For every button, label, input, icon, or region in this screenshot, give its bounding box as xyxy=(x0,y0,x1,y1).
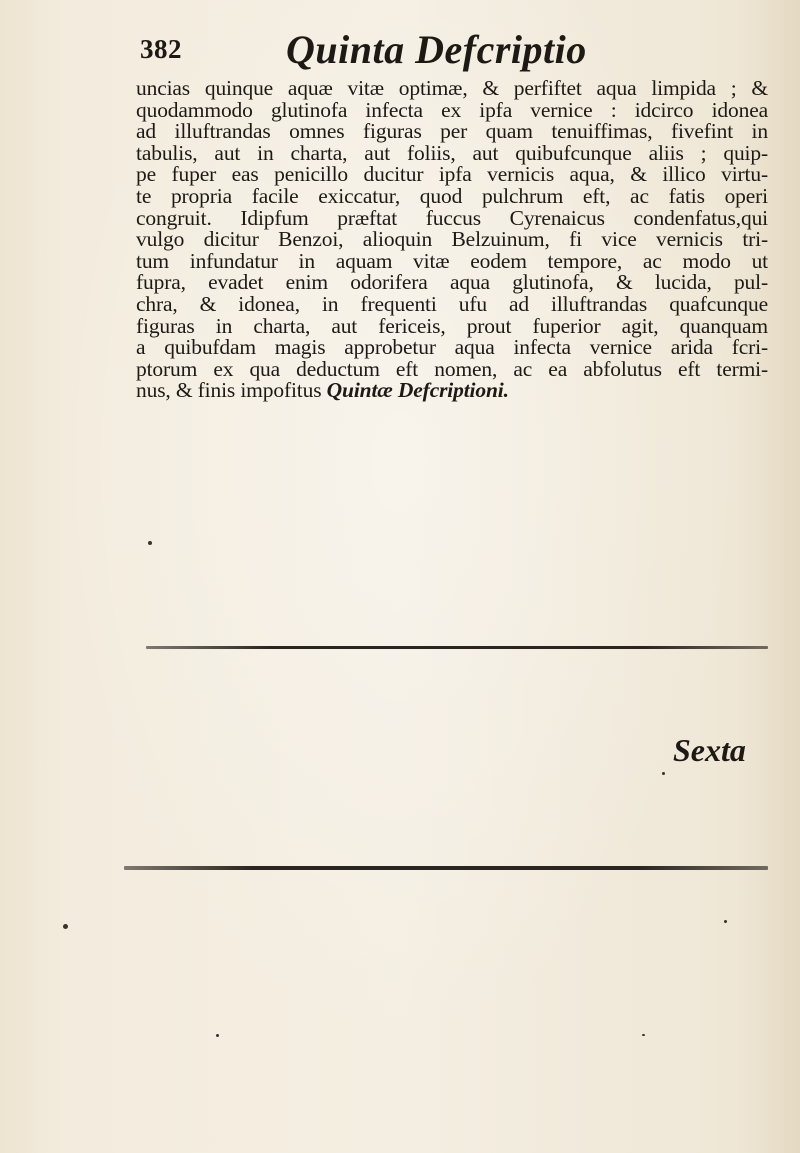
body-paragraph xyxy=(136,78,768,402)
horizontal-rule-upper xyxy=(146,646,768,649)
text-line-last xyxy=(136,380,768,402)
horizontal-rule-lower xyxy=(124,866,768,870)
text-line: congruit. Idipfum præftat fuccus Cyrenaicus condenfatus,qui xyxy=(136,205,768,230)
closing-reference: Quintæ Defcriptioni. xyxy=(326,378,509,403)
text-line: quodammodo glutinofa infecta ex ipfa vernice : idcirco idonea xyxy=(136,97,768,122)
ink-speck xyxy=(216,1034,219,1037)
text-line: figuras in charta, aut fericeis, prout fuperior agit, quanquam xyxy=(136,313,768,338)
text-line: te propria facile exiccatur, quod pulchrum eft, ac fatis operi xyxy=(136,183,768,208)
text-line: ad illuftrandas omnes figuras per quam tenuiffimas, fivefint in xyxy=(136,119,768,144)
ink-speck xyxy=(63,924,68,929)
text-line: chra, & idonea, in frequenti ufu ad illuftrandas quafcunque xyxy=(136,291,768,316)
text-line: pe fuper eas penicillo ducitur ipfa vernicis aqua, & illico virtu- xyxy=(136,162,768,187)
text-line: ptorum ex qua deductum eft nomen, ac ea abfolutus eft termi- xyxy=(136,356,768,381)
text-line: tabulis, aut in charta, aut foliis, aut quibufcunque aliis ; quip- xyxy=(136,140,768,165)
ink-speck xyxy=(642,1034,645,1036)
ink-speck xyxy=(148,541,152,545)
text-line: tum infundatur in aquam vitæ eodem tempore, ac modo ut xyxy=(136,248,768,273)
ink-speck xyxy=(662,772,665,775)
text-line-final: nus, & finis impofitus xyxy=(136,378,322,403)
text-line: vulgo dicitur Benzoi, alioquin Belzuinum, fi vice vernicis tri- xyxy=(136,227,768,252)
page-number: 382 xyxy=(140,34,182,64)
ink-speck xyxy=(724,920,727,923)
text-line: a quibufdam magis approbetur aqua infecta vernice arida fcri- xyxy=(136,335,768,360)
running-head: Quinta Defcriptio xyxy=(286,27,587,72)
text-line: fupra, evadet enim odorifera aqua glutinofa, & lucida, pul- xyxy=(136,270,768,295)
text-line: uncias quinque aquæ vitæ optimæ, & perfiftet aqua limpida ; & xyxy=(136,76,768,100)
catchword: Sexta xyxy=(673,732,746,768)
